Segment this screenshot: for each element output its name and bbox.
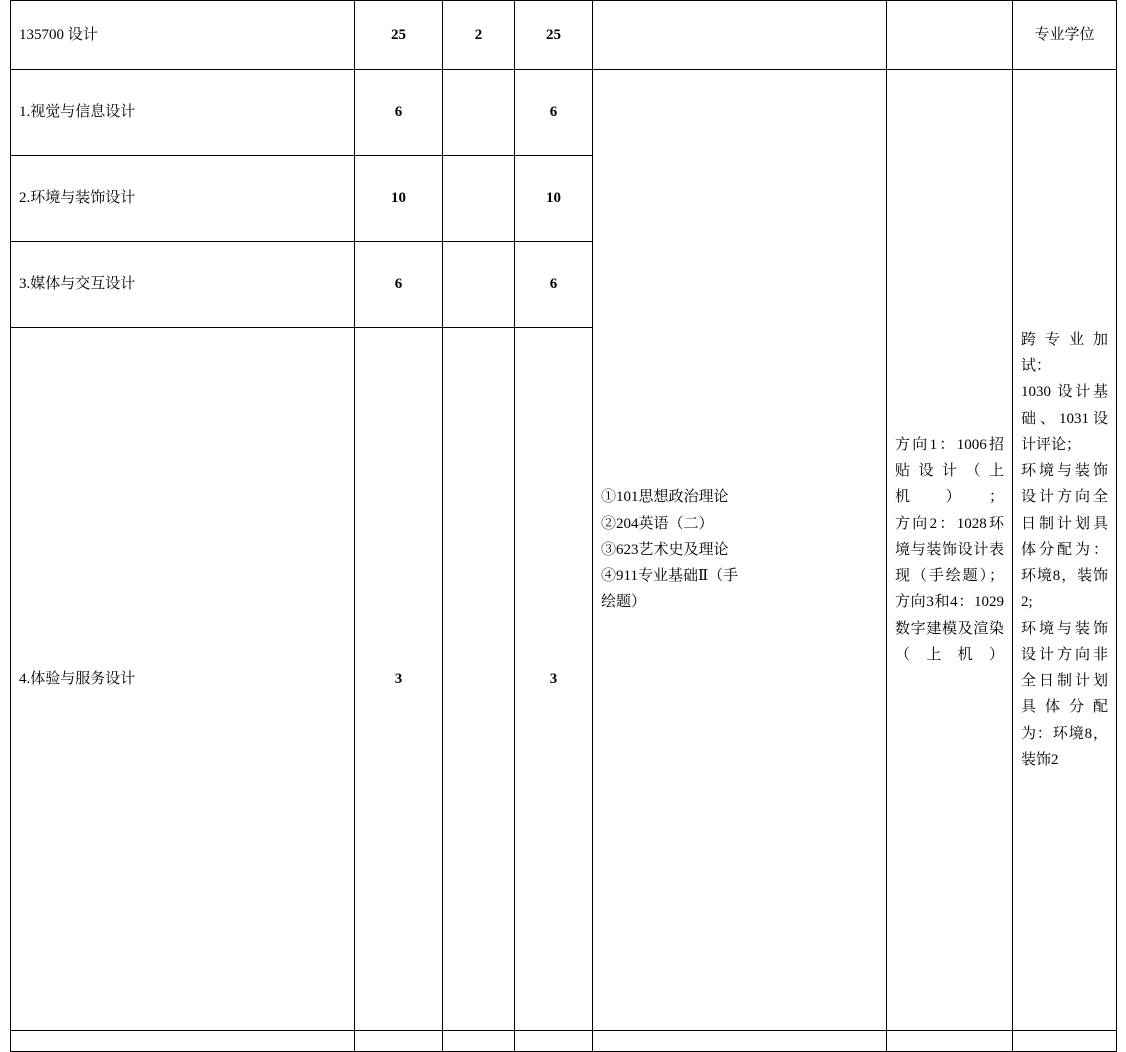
- total-count: 25: [355, 1, 443, 70]
- subject-line-2: ②204英语（二）: [601, 515, 714, 532]
- subject-line-1: ①101思想政治理论: [601, 489, 729, 506]
- retest-subjects: [887, 70, 1013, 1031]
- direction-recommended-3: [443, 242, 515, 328]
- partial-cell-retest: [887, 1031, 1013, 1052]
- subject-line-4: ④911专业基础Ⅱ（手: [601, 568, 739, 585]
- table-row: [11, 70, 1117, 156]
- subjects-cell-empty: [593, 1, 887, 70]
- direction-exam-1: 6: [515, 70, 593, 156]
- direction-name-1: 1.视觉与信息设计: [11, 70, 355, 156]
- degree-type: 专业学位: [1013, 1, 1117, 70]
- initial-exam-subjects: [593, 70, 887, 1031]
- remark-line-2: 1030 设计基础、1031设计评论；: [1021, 384, 1108, 453]
- partial-cell-note: [1013, 1031, 1117, 1052]
- partial-cell-subjects: [593, 1031, 887, 1052]
- remark-line-3: 环境与装饰设计方向全日制计划具体分配为：环境8，装饰2;: [1021, 463, 1108, 611]
- subject-line-5: 绘题）: [601, 594, 647, 611]
- subject-line-3: ③623艺术史及理论: [601, 541, 729, 558]
- exam-count: 25: [515, 1, 593, 70]
- direction-total-4: 3: [355, 328, 443, 1031]
- remark-line-4: 环境与装饰设计方向非全日制计划具体分配为：环境8，装饰2: [1021, 620, 1108, 768]
- direction-exam-4: 3: [515, 328, 593, 1031]
- admissions-table: [10, 0, 1117, 1052]
- table-row-partial: [11, 1031, 1117, 1052]
- partial-cell-total: [355, 1031, 443, 1052]
- recommended-count: 2: [443, 1, 515, 70]
- direction-recommended-2: [443, 156, 515, 242]
- partial-cell-recommended: [443, 1031, 515, 1052]
- direction-total-2: 10: [355, 156, 443, 242]
- partial-cell-exam: [515, 1031, 593, 1052]
- retest-line-2: 方向2：1028环境与装饰设计表现（手绘题）；: [895, 515, 1004, 585]
- remarks-cell: [1013, 70, 1117, 1031]
- direction-exam-3: 6: [515, 242, 593, 328]
- direction-recommended-4: [443, 328, 515, 1031]
- table-row: [11, 1, 1117, 70]
- partial-cell-major: [11, 1031, 355, 1052]
- retest-line-3: 方向3和4：1029数字建模及渲染（上机）: [895, 594, 1004, 663]
- direction-name-2: 2.环境与装饰设计: [11, 156, 355, 242]
- direction-total-1: 6: [355, 70, 443, 156]
- major-code-name: 135700 设计: [11, 1, 355, 70]
- retest-cell-empty: [887, 1, 1013, 70]
- retest-line-1: 方向1：1006招贴设计（上机）；: [895, 436, 1004, 506]
- direction-name-4: 4.体验与服务设计: [11, 328, 355, 1031]
- direction-total-3: 6: [355, 242, 443, 328]
- direction-recommended-1: [443, 70, 515, 156]
- remark-line-1: 跨专业加试：: [1021, 331, 1108, 375]
- direction-name-3: 3.媒体与交互设计: [11, 242, 355, 328]
- direction-exam-2: 10: [515, 156, 593, 242]
